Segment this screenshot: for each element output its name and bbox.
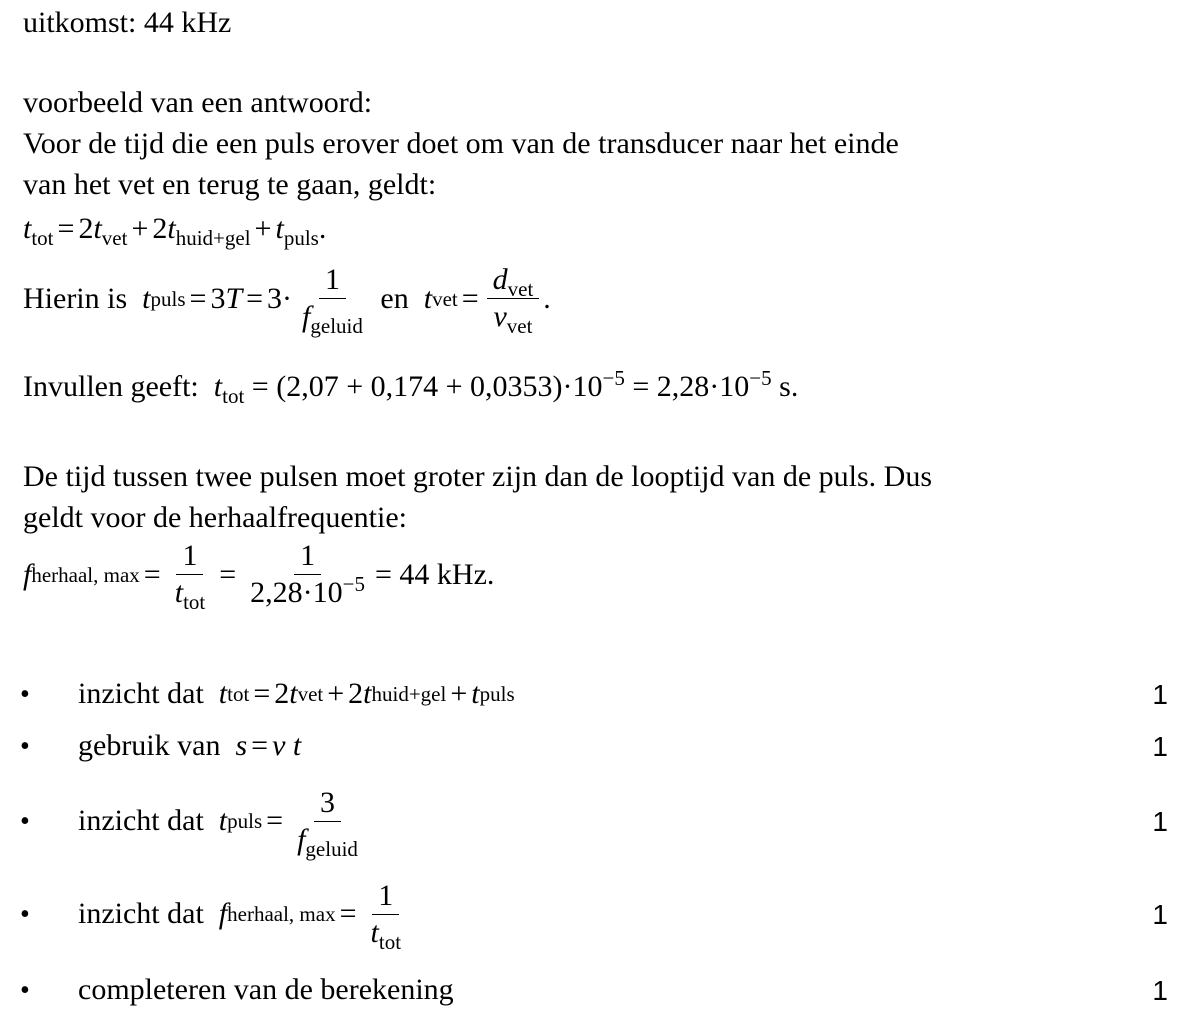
bullet-icon: •	[20, 974, 30, 1006]
criterion-row: • inzicht dat t puls = $\frac{3}{f_{geluid}}$ 1	[20, 785, 1168, 861]
conclusion-line-1: De tijd tussen twee pulsen moet groter zijn dan de looptijd van de puls. Dus	[23, 460, 932, 493]
criterion-score: 1	[1152, 678, 1168, 710]
result-line: uitkomst: 44 kHz	[23, 6, 232, 39]
conclusion-line-2: geldt voor de herhaalfrequentie:	[23, 501, 407, 534]
criterion-score: 1	[1152, 805, 1168, 837]
criterion-row: • gebruik van s = v t 1	[20, 729, 1168, 763]
criterion-score: 1	[1152, 974, 1168, 1006]
fraction-one-over-value: $\frac{1}{2,28\cdot 10^{-5}}$	[250, 539, 365, 609]
bullet-icon: •	[20, 678, 30, 710]
criterion-score: 1	[1152, 730, 1168, 762]
equation-f-herhaal: f herhaal, max = $\frac{1}{t_{tot}}$ = $\frac{1}{2,28\cdot 10^{-5}}$ = 44 kHz.	[23, 539, 495, 614]
fraction-d-over-v: $\frac{d_{vet}}{v_{vet}}$	[487, 262, 540, 335]
fraction-one-over-f: $\frac{1}{f_{geluid}}$	[302, 263, 363, 338]
fraction-one-over-t-tot: $\frac{1}{t_{tot}}$	[174, 539, 206, 614]
intro-line-1: Voor de tijd die een puls erover doet om van de transducer naar het einde	[23, 127, 899, 160]
en-label: en	[380, 281, 409, 315]
example-heading: voorbeeld van een antwoord:	[23, 86, 373, 119]
bullet-icon: •	[20, 898, 30, 930]
bullet-icon: •	[20, 805, 30, 837]
hierin-label: Hierin is	[23, 281, 128, 315]
bullet-icon: •	[20, 730, 30, 762]
equation-t-tot: $t_{tot} = 2t_{vet} + 2t_{huid+gel} + t_{puls}$.	[23, 212, 327, 250]
criterion-row: • inzicht dat f herhaal, max = $\frac{1}{t_{tot}}$ 1	[20, 878, 1168, 954]
equation-hierin: Hierin is t puls = 3 T = 3· $\frac{1}{f_{geluid}}$ en t vet = $\frac{d_{vet}}{v_{vet}}$ .	[23, 263, 551, 338]
criterion-score: 1	[1152, 898, 1168, 930]
intro-line-2: van het vet en terug te gaan, geldt:	[23, 168, 437, 201]
equation-invullen: Invullen geeft: $t_{tot} = (2,07 + 0,174 + 0,0353)\cdot 10^{-5} = 2,28\cdot 10^{-5}$ s.	[23, 366, 799, 408]
criterion-row: • completeren van de berekening 1	[20, 973, 1168, 1007]
criterion-row: • inzicht dat t tot = 2 t vet + 2 t huid+gel + t puls 1	[20, 677, 1168, 711]
